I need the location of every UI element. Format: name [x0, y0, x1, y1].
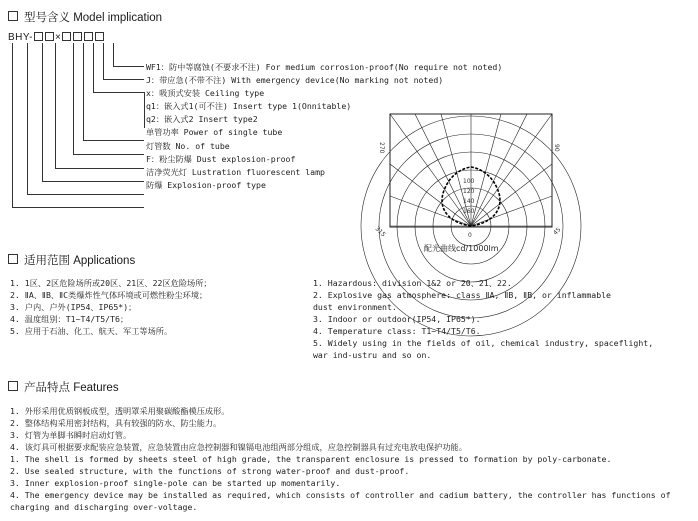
model-item: WF1：防中等腐蚀(不要求不注) For medium corrosion-proof(No require not noted)	[146, 62, 503, 72]
model-code	[8, 32, 105, 43]
code-box	[45, 32, 54, 41]
application-en-item: 4. Temperature class: T1~T4/T5/T6.	[313, 326, 481, 336]
code-box	[95, 32, 104, 41]
application-en-item: 3. Indoor or outdoor(IP54, IP65*).	[313, 314, 481, 324]
feature-item: 3. 灯管为单脚书瞬时启动灯管。	[10, 430, 132, 440]
model-item: q1：嵌入式1(可不注) Insert type 1(Onnitable)	[146, 101, 352, 111]
square-bullet-icon	[8, 254, 18, 264]
radial-label: 120	[463, 188, 475, 195]
feature-item: 1. 外形采用优质钢板成型，透明罩采用聚碳酸酯模压成形。	[10, 406, 230, 416]
model-item: 灯管数 No. of tube	[146, 141, 230, 151]
radial-label: 160	[463, 208, 475, 215]
code-x: ×	[54, 32, 62, 43]
feature-item: 2. 整体结构采用密封结构，具有较强的防水、防尘能力。	[10, 418, 222, 428]
angle-label-bottom-center: 0	[468, 232, 472, 239]
application-en-item: 2. Explosive gas atmosphere: class ⅡA, ⅡB, ⅡB, or inflammable	[313, 290, 611, 300]
model-title-text: 型号含义 Model implication	[24, 12, 163, 24]
application-cn-item: 1. 1区、2区危险场所或20区、21区、22区危险场所；	[10, 278, 212, 288]
angle-label-right: 90	[553, 144, 560, 152]
angle-label-left: 270	[378, 142, 385, 154]
model-section-title	[8, 9, 162, 25]
model-item: x：吸顶式安装 Ceiling type	[146, 88, 265, 98]
feature-item: 2. Use sealed structure, with the functions of strong water-proof and dust-proof.	[10, 466, 410, 476]
model-item: F：粉尘防爆 Dust explosion-proof	[146, 154, 296, 164]
model-item: 单管功率 Power of single tube	[146, 127, 283, 137]
applications-section-title	[8, 252, 135, 268]
model-item: 洁净荧光灯 Lustration fluorescent lamp	[146, 167, 325, 177]
application-cn-item: 2. ⅡA、ⅡB、ⅡC类爆炸性气体环境或可燃性粉尘环境；	[10, 290, 208, 300]
model-item: q2：嵌入式2 Insert type2	[146, 114, 258, 124]
feature-item: 3. Inner explosion-proof single-pole can be started up momentarily.	[10, 478, 341, 488]
code-box	[73, 32, 82, 41]
code-prefix: BHY-	[8, 32, 33, 43]
application-cn-item: 3. 户内、户外(IP54、IP65*)；	[10, 302, 137, 312]
model-item: 防爆 Explosion-proof type	[146, 180, 266, 190]
square-bullet-icon	[8, 381, 18, 391]
angle-label-bottom-left: 315	[373, 225, 387, 239]
feature-item: 4. The emergency device may be installed as required, which consists of controller and cadium battery, the controller has functions of	[10, 490, 671, 500]
application-en-item: 5. Widely using in the fields of oil, chemical industry, spaceflight,	[313, 338, 654, 348]
feature-item: charging and discharging over-voltage.	[10, 502, 198, 512]
radial-label: 140	[463, 198, 475, 205]
model-item: J：带应急(不带不注) With emergency device(No marking not noted)	[146, 75, 444, 85]
code-box	[84, 32, 93, 41]
angle-label-bottom-right: 45	[552, 226, 563, 237]
application-en-item: 1. Hazardous: division 1&2 or 20、21、22.	[313, 278, 512, 288]
features-title-text: 产品特点 Features	[24, 382, 119, 394]
application-en-item: dust environment.	[313, 302, 397, 312]
feature-item: 4. 该灯具可根据要求配装应急装置，应急装置由应急控制器和镍镉电池组两部分组成，应急控制器具有过充电放电保护功能。	[10, 442, 467, 452]
application-cn-item: 4. 温度组别：T1~T4/T5/T6；	[10, 314, 129, 324]
feature-item: 1. The shell is formed by sheets steel of high grade, the transparent enclosure is pressed to formation by poly-carbonate.	[10, 454, 612, 464]
radial-label: 100	[463, 178, 475, 185]
diagram-caption: 配光曲线cd/1000lm	[424, 244, 499, 253]
application-cn-item: 5. 应用于石油、化工、航天、军工等场所。	[10, 326, 173, 336]
code-box	[34, 32, 43, 41]
square-bullet-icon	[8, 11, 18, 21]
application-en-item: war ind-ustru and so on.	[313, 350, 432, 360]
features-section-title	[8, 379, 119, 395]
applications-title-text: 适用范围 Applications	[24, 255, 136, 267]
code-box	[62, 32, 71, 41]
light-distribution-diagram	[375, 110, 565, 260]
